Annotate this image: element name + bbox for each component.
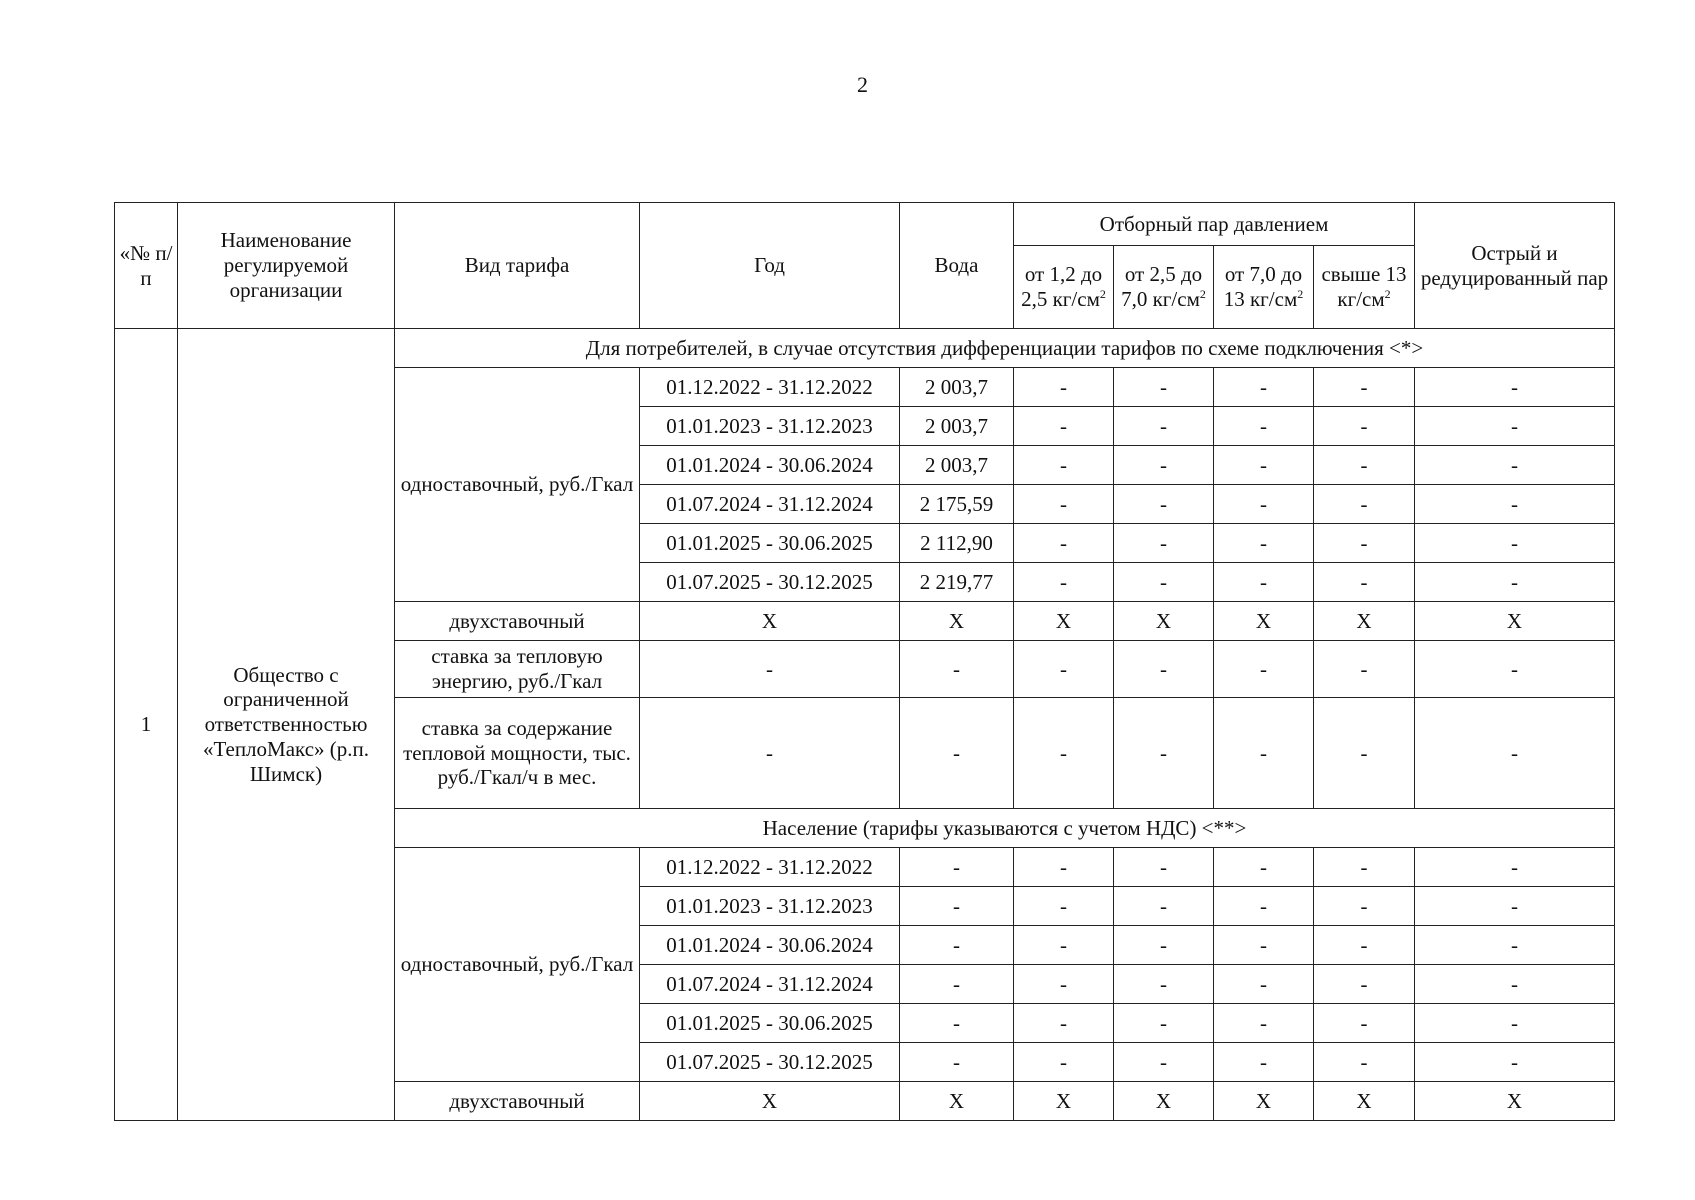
period-cell: -	[640, 641, 900, 698]
header-tariff-type: Вид тарифа	[395, 203, 640, 329]
value-cell: -	[1114, 524, 1214, 563]
value-cell: -	[1014, 446, 1114, 485]
value-cell: -	[1314, 368, 1415, 407]
value-cell: 2 112,90	[900, 524, 1014, 563]
value-cell: -	[1114, 848, 1214, 887]
period-cell: X	[640, 1082, 900, 1121]
period-cell: 01.01.2024 - 30.06.2024	[640, 926, 900, 965]
value-cell: X	[1014, 602, 1114, 641]
value-cell: X	[1114, 1082, 1214, 1121]
value-cell: -	[1114, 563, 1214, 602]
header-pressure-3: от 7,0 до 13 $кг/см^2$	[1214, 246, 1314, 329]
value-cell: -	[1114, 446, 1214, 485]
section-title: Население (тарифы указываются с учетом НДС) <**>	[395, 809, 1615, 848]
value-cell: -	[900, 848, 1014, 887]
value-cell: -	[1415, 563, 1615, 602]
value-cell: -	[1114, 641, 1214, 698]
value-cell: -	[1014, 965, 1114, 1004]
header-water: Вода	[900, 203, 1014, 329]
value-cell: X	[1214, 1082, 1314, 1121]
value-cell: -	[1415, 965, 1615, 1004]
value-cell: -	[1214, 1043, 1314, 1082]
period-cell: -	[640, 698, 900, 809]
value-cell: -	[1314, 698, 1415, 809]
page-number: 2	[857, 72, 868, 97]
value-cell: -	[1114, 407, 1214, 446]
value-cell: -	[1214, 698, 1314, 809]
value-cell: -	[1014, 1004, 1114, 1043]
value-cell: -	[1415, 887, 1615, 926]
value-cell: -	[1415, 698, 1615, 809]
header-pressure-2: от 2,5 до 7,0 $кг/см^2$	[1114, 246, 1214, 329]
value-cell: -	[1214, 485, 1314, 524]
header-sharp-steam: Острый и редуцированный пар	[1415, 203, 1615, 329]
value-cell: X	[900, 1082, 1014, 1121]
value-cell: -	[1214, 641, 1314, 698]
value-cell: -	[1314, 1043, 1415, 1082]
period-cell: 01.01.2023 - 31.12.2023	[640, 407, 900, 446]
value-cell: -	[1314, 485, 1415, 524]
value-cell: -	[1314, 965, 1415, 1004]
period-cell: 01.07.2025 - 30.12.2025	[640, 1043, 900, 1082]
value-cell: -	[1314, 524, 1415, 563]
section-title: Для потребителей, в случае отсутствия дифференциации тарифов по схеме подключения <*>	[395, 329, 1615, 368]
value-cell: X	[1014, 1082, 1114, 1121]
value-cell: -	[1415, 848, 1615, 887]
value-cell: -	[1214, 887, 1314, 926]
value-cell: 2 003,7	[900, 368, 1014, 407]
value-cell: -	[1014, 368, 1114, 407]
value-cell: -	[900, 965, 1014, 1004]
header-year: Год	[640, 203, 900, 329]
header-num: «№ п/п	[115, 203, 178, 329]
value-cell: -	[1114, 1004, 1214, 1043]
value-cell: -	[1114, 926, 1214, 965]
value-cell: -	[1014, 887, 1114, 926]
value-cell: 2 003,7	[900, 407, 1014, 446]
period-cell: 01.12.2022 - 31.12.2022	[640, 368, 900, 407]
header-pressure-4: свыше 13 $кг/см^2$	[1314, 246, 1415, 329]
value-cell: 2 219,77	[900, 563, 1014, 602]
value-cell: -	[1214, 446, 1314, 485]
value-cell: -	[1214, 524, 1314, 563]
value-cell: -	[900, 698, 1014, 809]
period-cell: 01.01.2025 - 30.06.2025	[640, 1004, 900, 1043]
value-cell: X	[1415, 602, 1615, 641]
value-cell: -	[900, 926, 1014, 965]
value-cell: -	[1114, 1043, 1214, 1082]
value-cell: X	[1214, 602, 1314, 641]
value-cell: -	[1014, 641, 1114, 698]
value-cell: -	[1314, 446, 1415, 485]
header-steam-group: Отборный пар давлением	[1014, 203, 1415, 246]
value-cell: -	[1314, 563, 1415, 602]
value-cell: -	[1214, 848, 1314, 887]
tariff-type-label: ставка за содержание тепловой мощности, тыс. руб./Гкал/ч в мес.	[395, 698, 640, 809]
org-name: Общество с ограниченной ответственностью «ТеплоМакс» (р.п. Шимск)	[178, 329, 395, 1121]
value-cell: -	[1314, 848, 1415, 887]
period-cell: 01.07.2025 - 30.12.2025	[640, 563, 900, 602]
value-cell: -	[1014, 1043, 1114, 1082]
value-cell: -	[1214, 407, 1314, 446]
value-cell: -	[1014, 926, 1114, 965]
header-org: Наименование регулируемой организации	[178, 203, 395, 329]
value-cell: -	[1415, 1043, 1615, 1082]
period-cell: 01.07.2024 - 31.12.2024	[640, 965, 900, 1004]
tariff-type-label: двухставочный	[395, 1082, 640, 1121]
value-cell: -	[1214, 1004, 1314, 1043]
value-cell: X	[1314, 602, 1415, 641]
value-cell: -	[1214, 926, 1314, 965]
value-cell: -	[900, 887, 1014, 926]
period-cell: 01.01.2025 - 30.06.2025	[640, 524, 900, 563]
tariff-type-label: двухставочный	[395, 602, 640, 641]
value-cell: -	[1314, 926, 1415, 965]
value-cell: -	[1415, 524, 1615, 563]
value-cell: -	[1314, 407, 1415, 446]
value-cell: -	[1114, 485, 1214, 524]
value-cell: -	[1214, 965, 1314, 1004]
value-cell: -	[1415, 926, 1615, 965]
value-cell: -	[1014, 485, 1114, 524]
value-cell: -	[900, 1004, 1014, 1043]
period-cell: X	[640, 602, 900, 641]
value-cell: -	[1014, 524, 1114, 563]
value-cell: -	[1014, 563, 1114, 602]
value-cell: -	[1415, 368, 1615, 407]
value-cell: -	[1415, 446, 1615, 485]
value-cell: -	[1314, 887, 1415, 926]
value-cell: -	[900, 1043, 1014, 1082]
value-cell: X	[1415, 1082, 1615, 1121]
tariff-type-one-rate: одноставочный, руб./Гкал	[395, 368, 640, 602]
value-cell: 2 003,7	[900, 446, 1014, 485]
tariff-table	[114, 202, 1615, 1121]
value-cell: -	[1214, 368, 1314, 407]
value-cell: -	[1314, 641, 1415, 698]
value-cell: 2 175,59	[900, 485, 1014, 524]
header-pressure-1: от 1,2 до 2,5 $кг/см^2$	[1014, 246, 1114, 329]
value-cell: -	[1415, 641, 1615, 698]
value-cell: -	[1014, 407, 1114, 446]
value-cell: -	[1014, 848, 1114, 887]
value-cell: -	[1114, 698, 1214, 809]
value-cell: -	[1114, 368, 1214, 407]
value-cell: X	[900, 602, 1014, 641]
tariff-type-label: ставка за тепловую энергию, руб./Гкал	[395, 641, 640, 698]
value-cell: -	[1214, 563, 1314, 602]
period-cell: 01.01.2023 - 31.12.2023	[640, 887, 900, 926]
value-cell: X	[1114, 602, 1214, 641]
value-cell: -	[900, 641, 1014, 698]
value-cell: -	[1114, 887, 1214, 926]
value-cell: -	[1014, 698, 1114, 809]
value-cell: -	[1415, 407, 1615, 446]
period-cell: 01.07.2024 - 31.12.2024	[640, 485, 900, 524]
org-number: 1	[115, 329, 178, 1121]
value-cell: -	[1314, 1004, 1415, 1043]
value-cell: X	[1314, 1082, 1415, 1121]
value-cell: -	[1415, 1004, 1615, 1043]
value-cell: -	[1114, 965, 1214, 1004]
period-cell: 01.01.2024 - 30.06.2024	[640, 446, 900, 485]
value-cell: -	[1415, 485, 1615, 524]
period-cell: 01.12.2022 - 31.12.2022	[640, 848, 900, 887]
tariff-type-one-rate: одноставочный, руб./Гкал	[395, 848, 640, 1082]
